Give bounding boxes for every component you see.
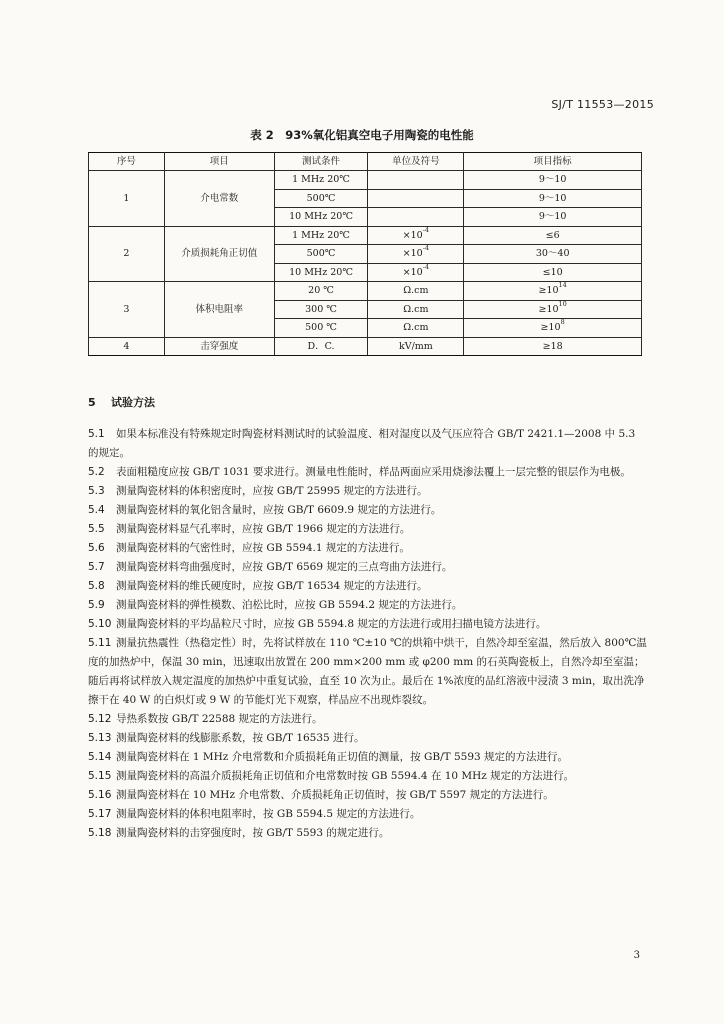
clause-number: 5.13: [88, 732, 112, 744]
spec-value: ≥10: [540, 322, 561, 334]
clause: [88, 539, 648, 558]
column-header: 单位及符号: [368, 153, 464, 171]
test-condition: 500℃: [274, 189, 368, 208]
spec-exponent: 8: [560, 318, 565, 327]
table-row: [89, 337, 642, 356]
standard-number: SJ/T 11553—2015: [551, 98, 654, 111]
clause-number: 5.10: [88, 618, 112, 630]
unit-cell: [368, 189, 464, 208]
spec-value: ≥10: [538, 285, 559, 297]
clause-number: 5.6: [88, 542, 105, 554]
clause-number: 5.16: [88, 789, 112, 801]
spec-value-cell: [464, 171, 642, 190]
clause: [88, 501, 648, 520]
unit-cell: [368, 337, 464, 356]
clause-text: 如果本标准没有特殊规定时陶瓷材料测试时的试验温度、相对湿度以及气压应符合 GB/T 2421.1—2008 中 5.3 的规定。: [88, 428, 636, 459]
clause-number: 5.15: [88, 770, 112, 782]
clause-number: 5.8: [88, 580, 105, 592]
spec-value-cell: [464, 245, 642, 264]
clause-text: 测量陶瓷材料的维氏硬度时，应按 GB/T 16534 规定的方法进行。: [116, 580, 428, 592]
unit-text: kV/mm: [398, 340, 433, 352]
clause-text: 测量陶瓷材料的体积密度时，应按 GB/T 25995 规定的方法进行。: [116, 485, 428, 497]
row-index: 2: [89, 226, 165, 282]
clause-text: 导热系数按 GB/T 22588 规定的方法进行。: [116, 713, 323, 725]
unit-text: Ω.cm: [403, 285, 429, 297]
clause-number: 5.3: [88, 485, 105, 497]
clause: [88, 482, 648, 501]
clause-number: 5.1: [88, 428, 105, 440]
test-condition: 20 ℃: [274, 282, 368, 301]
spec-value: 9～10: [538, 174, 567, 186]
test-condition: 500 ℃: [274, 319, 368, 338]
spec-value-cell: [464, 282, 642, 301]
page-number: 3: [633, 950, 640, 961]
unit-cell: [368, 208, 464, 227]
spec-value: ≥18: [542, 340, 563, 352]
unit-cell: [368, 300, 464, 319]
test-condition: 10 MHz 20℃: [274, 208, 368, 227]
electrical-properties-table: [88, 152, 642, 356]
clause: [88, 558, 648, 577]
unit-cell: [368, 245, 464, 264]
spec-value-cell: [464, 337, 642, 356]
section-heading: [88, 394, 155, 410]
row-index: 3: [89, 282, 165, 338]
unit-cell: [368, 263, 464, 282]
clause: [88, 463, 648, 482]
spec-value-cell: [464, 300, 642, 319]
section-title: 试验方法: [110, 396, 155, 409]
clause: [88, 596, 648, 615]
unit-text: ×10: [402, 229, 423, 241]
clause-text: 测量陶瓷材料在 10 MHz 介电常数、介质损耗角正切值时，按 GB/T 5597 规定的方法进行。: [116, 789, 554, 801]
unit-exponent: -4: [422, 262, 430, 271]
clause-text: 表面粗糙度应按 GB/T 1031 要求进行。测量电性能时，样品两面应采用烧渗法覆上一层完整的银层作为电极。: [116, 466, 631, 478]
clause-number: 5.17: [88, 808, 112, 820]
property-name: 介质损耗角正切值: [164, 226, 274, 282]
property-name: 体积电阻率: [164, 282, 274, 338]
clause-number: 5.12: [88, 713, 112, 725]
clause-text: 测量陶瓷材料的气密性时，应按 GB 5594.1 规定的方法进行。: [116, 542, 410, 554]
unit-cell: [368, 282, 464, 301]
column-header: 项目指标: [464, 153, 642, 171]
clause-text: 测量陶瓷材料的平均晶粒尺寸时，应按 GB 5594.8 规定的方法进行或用扫描电镜方法进行。: [116, 618, 547, 630]
test-condition: 500℃: [274, 245, 368, 264]
unit-text: Ω.cm: [403, 303, 429, 315]
unit-exponent: -4: [422, 225, 430, 234]
clause-number: 5.11: [88, 637, 112, 649]
row-index: 1: [89, 171, 165, 227]
unit-text: ×10: [402, 248, 423, 260]
table-row: [89, 171, 642, 190]
test-condition: 10 MHz 20℃: [274, 263, 368, 282]
table-row: [89, 226, 642, 245]
clause: [88, 748, 648, 767]
clause: [88, 824, 648, 843]
clause-number: 5.7: [88, 561, 105, 573]
clause-text: 测量陶瓷材料在 1 MHz 介电常数和介质损耗角正切值的测量，按 GB/T 5593 规定的方法进行。: [116, 751, 569, 763]
spec-value-cell: [464, 189, 642, 208]
clause-text: 测量陶瓷材料的高温介质损耗角正切值和介电常数时按 GB 5594.4 在 10 MHz 规定的方法进行。: [116, 770, 575, 782]
row-index: 4: [89, 337, 165, 356]
clause: [88, 577, 648, 596]
section-number: 5: [88, 396, 96, 409]
clause: [88, 615, 648, 634]
clause: [88, 786, 648, 805]
clause: [88, 805, 648, 824]
spec-value-cell: [464, 208, 642, 227]
spec-value: 30～40: [535, 248, 570, 260]
test-condition: 1 MHz 20℃: [274, 171, 368, 190]
spec-exponent: 10: [558, 299, 567, 308]
unit-cell: [368, 171, 464, 190]
clause: [88, 729, 648, 748]
property-name: 介电常数: [164, 171, 274, 227]
clause-number: 5.18: [88, 827, 112, 839]
spec-value-cell: [464, 263, 642, 282]
clause: [88, 520, 648, 539]
unit-text: Ω.cm: [403, 322, 429, 334]
spec-value: ≤10: [542, 266, 563, 278]
clause-text: 测量陶瓷材料的线膨胀系数，按 GB/T 16535 进行。: [116, 732, 365, 744]
column-header: 项目: [164, 153, 274, 171]
column-header: 测试条件: [274, 153, 368, 171]
spec-value-cell: [464, 226, 642, 245]
clause-number: 5.4: [88, 504, 105, 516]
spec-value: 9～10: [538, 211, 567, 223]
spec-value: ≤6: [545, 229, 560, 241]
column-header: 序号: [89, 153, 165, 171]
table-row: [89, 282, 642, 301]
spec-value: 9～10: [538, 192, 567, 204]
clause-text: 测量陶瓷材料的击穿强度时，按 GB/T 5593 的规定进行。: [116, 827, 390, 839]
clause-text: 测量陶瓷材料弯曲强度时，应按 GB/T 6569 规定的三点弯曲方法进行。: [116, 561, 453, 573]
spec-value-cell: [464, 319, 642, 338]
test-condition: D．C.: [274, 337, 368, 356]
spec-value: ≥10: [538, 303, 559, 315]
spec-exponent: 14: [558, 281, 567, 290]
unit-text: ×10: [402, 266, 423, 278]
clause-text: 测量抗热震性（热稳定性）时，先将试样放在 110 ℃±10 ℃的烘箱中烘干，自然冷却至室温，然后放入 800℃温度的加热炉中，保温 30 min，迅速取出放置在 200 mm×200 mm 或 φ200 mm 的石英陶瓷板上，自然冷却至室温；随后再将试样放入规定温度的加热炉中重复试验，直至 10 次为止。最后在 1%浓度的品红溶液中浸渍 3 min，取出洗净擦干在 40 W 的白炽灯或 9 W 的节能灯光下观察，样品应不出现炸裂纹。: [88, 637, 647, 706]
clause-number: 5.5: [88, 523, 105, 535]
test-condition: 1 MHz 20℃: [274, 226, 368, 245]
clause-text: 测量陶瓷材料的弹性模数、泊松比时，应按 GB 5594.2 规定的方法进行。: [116, 599, 463, 611]
test-condition: 300 ℃: [274, 300, 368, 319]
clause-list: [88, 425, 648, 843]
clause-text: 测量陶瓷材料显气孔率时，应按 GB/T 1966 规定的方法进行。: [116, 523, 411, 535]
table-title: 表 2 93%氧化铝真空电子用陶瓷的电性能: [250, 128, 474, 142]
unit-exponent: -4: [422, 244, 430, 253]
clause: [88, 634, 648, 710]
clause: [88, 710, 648, 729]
clause-number: 5.9: [88, 599, 105, 611]
clause-text: 测量陶瓷材料的体积电阻率时，按 GB 5594.5 规定的方法进行。: [116, 808, 421, 820]
unit-cell: [368, 319, 464, 338]
clause: [88, 425, 648, 463]
clause-number: 5.2: [88, 466, 105, 478]
clause-number: 5.14: [88, 751, 112, 763]
table-header-row: [89, 153, 642, 171]
property-name: 击穿强度: [164, 337, 274, 356]
clause: [88, 767, 648, 786]
clause-text: 测量陶瓷材料的氧化铝含量时，应按 GB/T 6609.9 规定的方法进行。: [116, 504, 442, 516]
unit-cell: [368, 226, 464, 245]
